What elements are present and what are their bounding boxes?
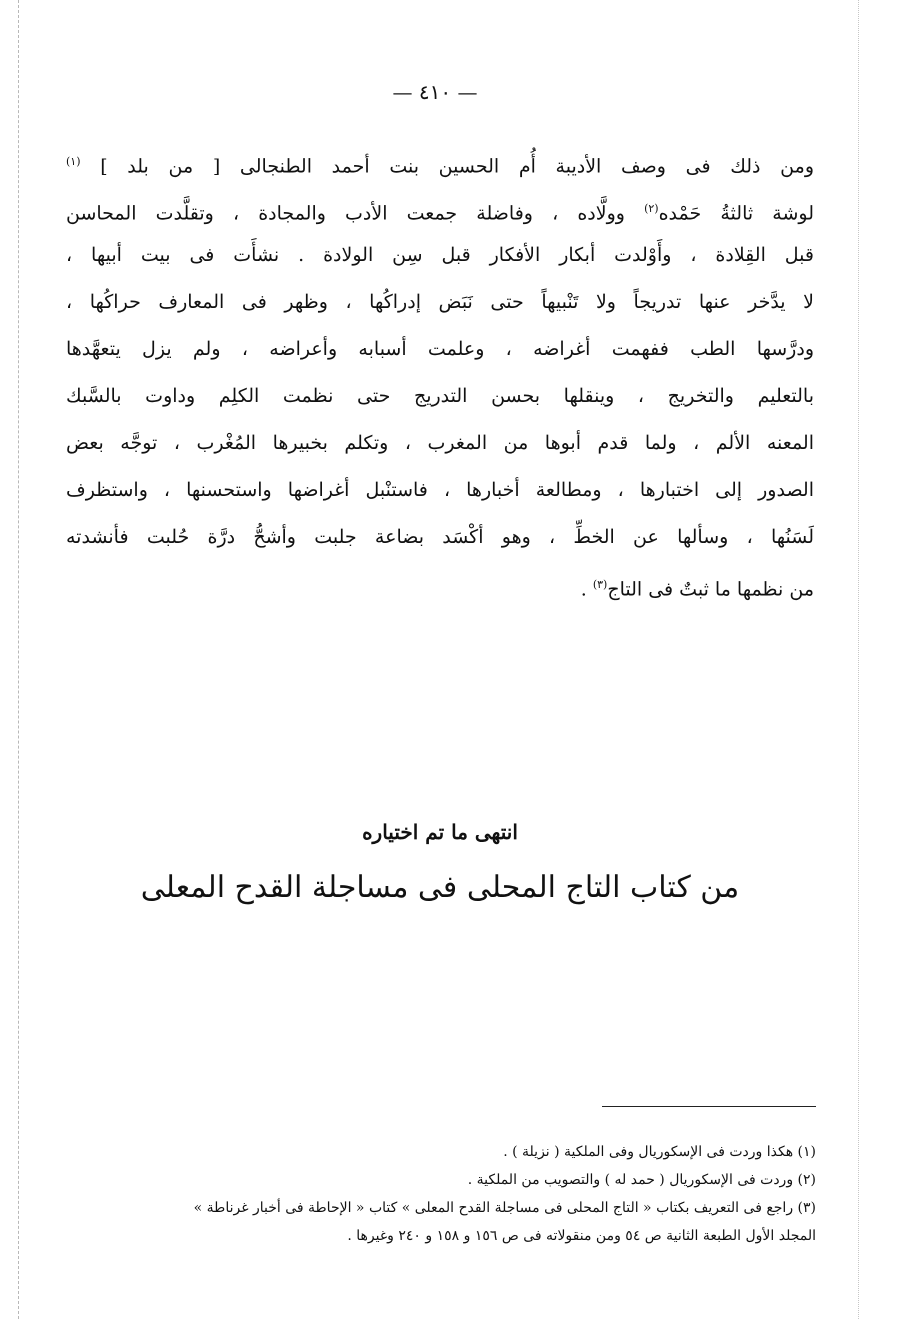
body-line-2a-text: لوشة ثالثةُ حَمْده (658, 202, 814, 225)
footnotes (90, 1138, 816, 1250)
footnote-3: (٣) راجع فى التعريف بكتاب « التاج المحلى فى مساجلة القدح المعلى » كتاب « الإحاطة فى أخبار غرناطة » (193, 1200, 816, 1216)
footnote-1: (١) هكذا وردت فى الإسكوريال وفى الملكية ( نزيلة ) . (503, 1144, 816, 1160)
body-line-9: لَسَنُها ، وسألها عن الخطِّ ، وهو أكْسَد بضاعة جلبت وأشحُّ درَّة حُلبت فأنشدته (66, 526, 814, 548)
body-line-7: المعنه الألم ، ولما قدم أبوها من المغرب ، وتكلم بخبيرها المُغْرب ، توجَّه بعض (66, 432, 814, 454)
body-line-4: لا يدَّخر عنها تدريجاً ولا تَنْبيهاً حتى نَبَض إدراكُها ، وظهر فى المعارف حراكُها ، (66, 291, 814, 313)
footnote-mark-3[interactable]: (٣) (592, 578, 608, 591)
ending-title: من كتاب التاج المحلى فى مساجلة القدح المعلى (140, 870, 740, 905)
footnote-3-continued: المجلد الأول الطبعة الثانية ص ٥٤ ومن منقولاته فى ص ١٥٦ و ١٥٨ و ٢٤٠ وغيرها . (347, 1228, 816, 1244)
body-line-1 (66, 138, 814, 185)
body-line-1-text: ومن ذلك فى وصف الأديبة أُم الحسين بنت أحمد الطنجالى [ من بلد ] (100, 155, 814, 178)
body-line-2b-text: وولَّاده ، وفاضلة جمعت الأدب والمجادة ، وتقلَّدت المحاسن (66, 202, 625, 225)
body-text (66, 138, 814, 608)
body-line-2 (66, 185, 814, 232)
body-line-10 (66, 561, 814, 608)
footnote-divider (602, 1106, 816, 1107)
footnote-2: (٢) وردت فى الإسكوريال ( حمد له ) والتصويب من الملكية . (467, 1172, 816, 1188)
page-edge-right (858, 0, 859, 1319)
body-line-5: ودرَّسها الطب ففهمت أغراضه ، وعلمت أسبابه وأعراضه ، ولم يزل يتعهَّدها (66, 338, 814, 360)
body-line-10-end: . (580, 578, 587, 601)
ending-heading: انتهى ما تم اختياره (362, 820, 518, 844)
footnote-mark-1[interactable]: (١) (66, 155, 81, 168)
body-line-6: بالتعليم والتخريج ، وينقلها بحسن التدريج حتى نظمت الكلِم وداوت بالسَّبك (66, 385, 814, 407)
body-line-3: قبل القِلادة ، وأَوْلدت أبكار الأفكار قبل سِن الولادة . نشأَت فى بيت أبيها ، (66, 244, 814, 266)
footnote-mark-2[interactable]: (٢) (644, 202, 659, 215)
page-number: — ٤١٠ — (392, 80, 478, 104)
page-edge-left (18, 0, 19, 1319)
body-line-10-text: من نظمها ما ثبتٌ فى التاج (607, 578, 814, 601)
body-line-8: الصدور إلى اختبارها ، ومطالعة أخبارها ، فاستنْبل أغراضها واستحسنها ، واستظرف (66, 479, 814, 501)
